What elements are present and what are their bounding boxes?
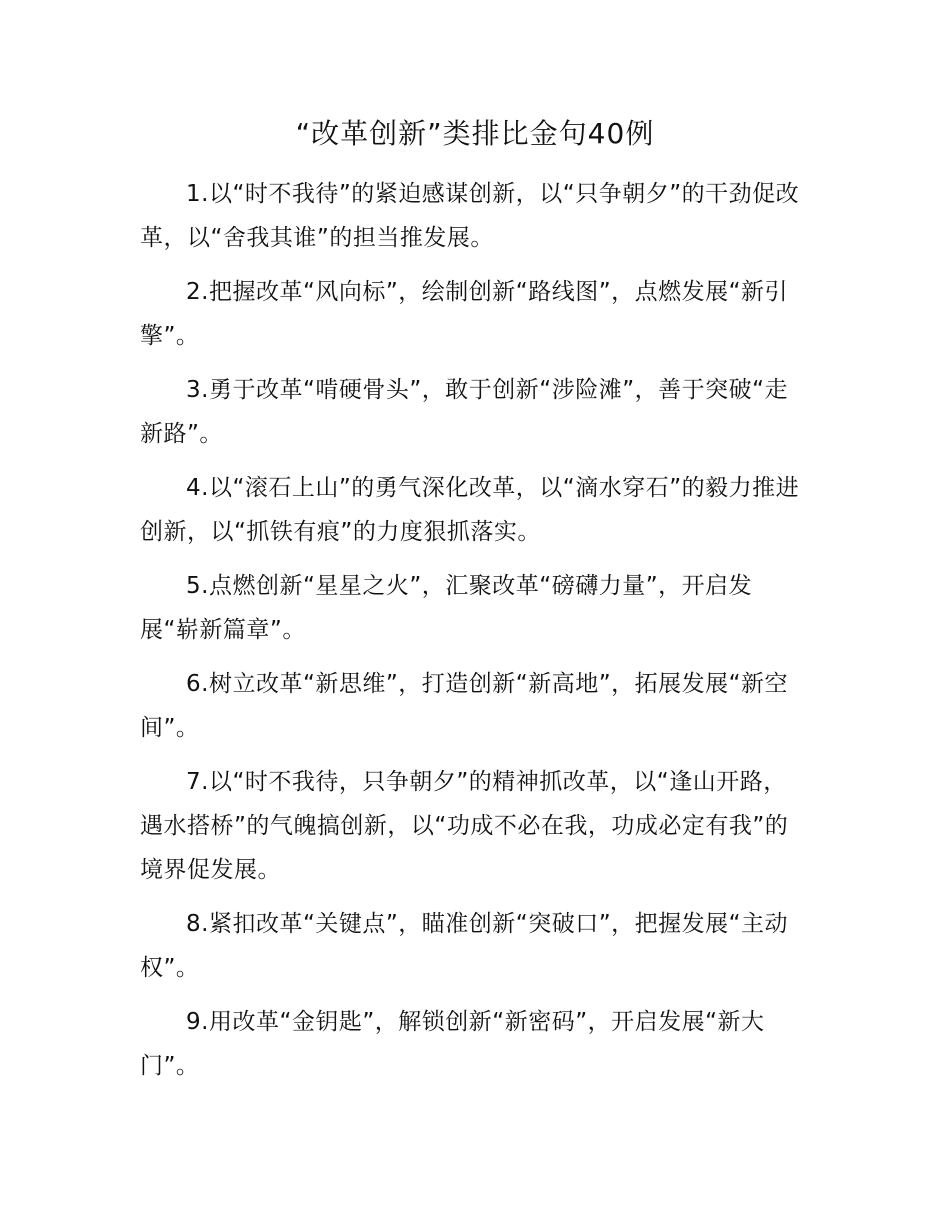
paragraph-5: 5.点燃创新“星星之火”，汇聚改革“磅礴力量”，开启发展“崭新篇章”。 xyxy=(140,573,753,643)
paragraph-6: 6.树立改革“新思维”，打造创新“新高地”，拓展发展“新空间”。 xyxy=(140,671,789,741)
paragraph-9: 9.用改革“金钥匙”，解锁创新“新密码”，开启发展“新大门”。 xyxy=(140,1009,765,1079)
paragraph-3: 3.勇于改革“啃硬骨头”，敢于创新“涉险滩”，善于突破“走新路”。 xyxy=(140,377,789,447)
paragraph-7: 7.以“时不我待，只争朝夕”的精神抓改革，以“逢山开路，遇水搭桥”的气魄搞创新，以“功成不必在我，功成必定有我”的境界促发展。 xyxy=(140,769,789,883)
paragraph-2: 2.把握改革“风向标”，绘制创新“路线图”，点燃发展“新引擎”。 xyxy=(140,279,789,349)
paragraph-4: 4.以“滚石上山”的勇气深化改革，以“滴水穿石”的毅力推进创新，以“抓铁有痕”的力度狠抓落实。 xyxy=(140,475,800,545)
document-body xyxy=(140,172,810,1098)
paragraph-1: 1.以“时不我待”的紧迫感谋创新，以“只争朝夕”的干劲促改革，以“舍我其谁”的担当推发展。 xyxy=(140,181,800,251)
document-title: “改革创新”类排比金句40例 xyxy=(295,117,655,150)
paragraph-8: 8.紧扣改革“关键点”，瞄准创新“突破口”，把握发展“主动权”。 xyxy=(140,911,789,981)
